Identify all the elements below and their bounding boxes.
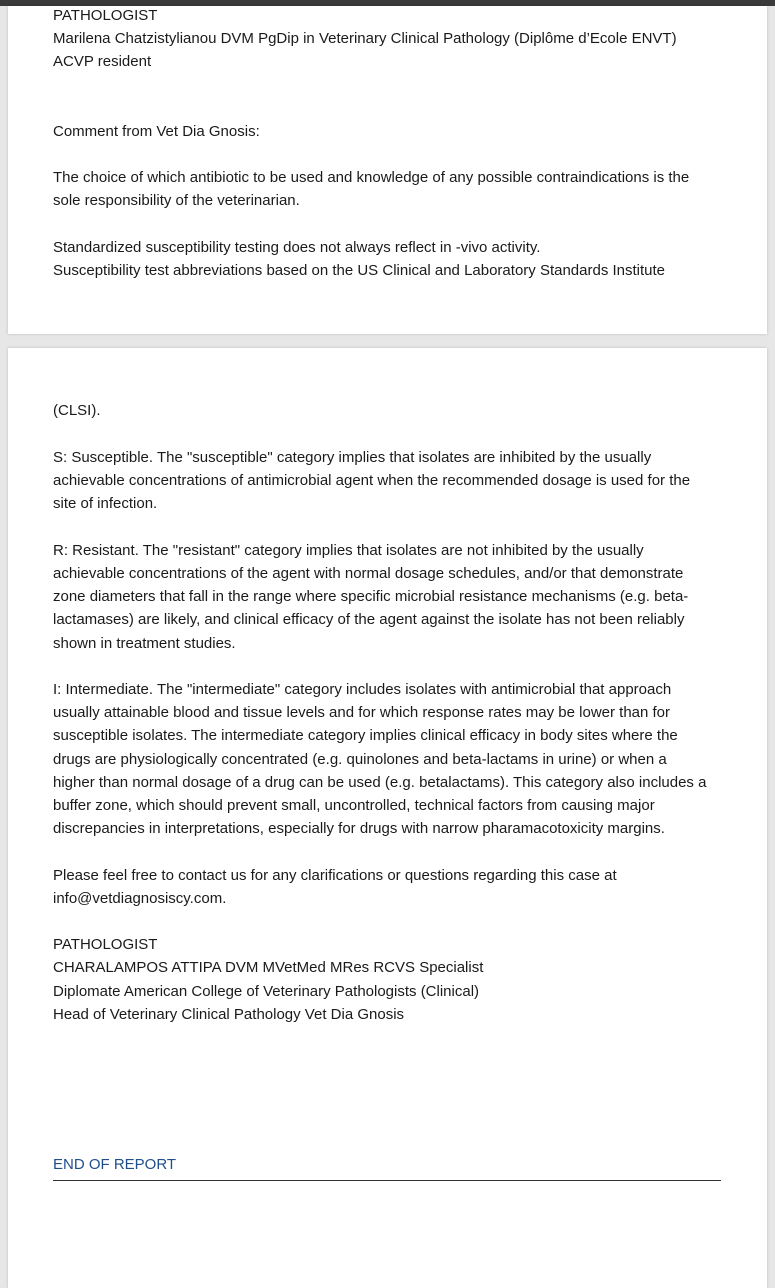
- intermediate-line: discrepancies in interpretations, especially for drugs with narrow pharamacotoxicity margins.: [53, 820, 665, 837]
- report-page-2: [8, 348, 767, 1288]
- pathologist-heading: PATHOLOGIST: [53, 936, 158, 953]
- intermediate-line: susceptible isolates. The intermediate category implies clinical efficacy in body sites where the: [53, 727, 678, 744]
- abbreviations-note: Susceptibility test abbreviations based on the US Clinical and Laboratory Standards Institute: [53, 262, 666, 279]
- end-of-report: END OF REPORT: [53, 1156, 177, 1173]
- susceptible-line: achievable concentrations of antimicrobial agent when the recommended dosage is used for the: [53, 472, 691, 489]
- standardized-testing-note: Standardized susceptibility testing does not always reflect in -vivo activity.: [53, 239, 541, 256]
- report-page-1: [8, 6, 767, 334]
- resistant-line: lactamases) are likely, and clinical efficacy of the agent against the isolate has not been reliably: [53, 611, 685, 628]
- pathologist-name: CHARALAMPOS ATTIPA DVM MVetMed MRes RCVS Specialist: [53, 959, 484, 976]
- end-of-report-rule: [53, 1180, 721, 1181]
- contact-line: Please feel free to contact us for any clarifications or questions regarding this case at: [53, 867, 617, 884]
- intermediate-line: higher than normal dosage of a drug can be used (e.g. betalactams). This category also includes a: [53, 774, 707, 791]
- antibiotic-responsibility-line-2: sole responsibility of the veterinarian.: [53, 192, 300, 209]
- antibiotic-responsibility-line-1: The choice of which antibiotic to be used and knowledge of any possible contraindications is the: [53, 169, 690, 186]
- intermediate-line: buffer zone, which should prevent small, uncontrolled, technical factors from causing major: [53, 797, 655, 814]
- intermediate-line: I: Intermediate. The "intermediate" category includes isolates with antimicrobial that approach: [53, 681, 672, 698]
- intermediate-line: usually attainable blood and tissue levels and for which response rates may be lower than for: [53, 704, 671, 721]
- resistant-line: achievable concentrations of the agent with normal dosage schedules, and/or that demonstrate: [53, 565, 684, 582]
- resistant-line: shown in treatment studies.: [53, 635, 236, 652]
- pathologist-name: Marilena Chatzistylianou DVM PgDip in Veterinary Clinical Pathology (Diplôme d’Ecole ENVT): [53, 30, 677, 47]
- pathologist-title: ACVP resident: [53, 53, 152, 70]
- contact-email[interactable]: info@vetdiagnosiscy.com.: [53, 890, 227, 907]
- clsi-continuation: (CLSI).: [53, 402, 101, 419]
- resistant-line: R: Resistant. The "resistant" category implies that isolates are not inhibited by the usually: [53, 542, 644, 559]
- intermediate-line: drugs are physiologically concentrated (e.g. quinolones and beta-lactams in urine) or when a: [53, 751, 667, 768]
- susceptible-line: S: Susceptible. The "susceptible" category implies that isolates are inhibited by the usually: [53, 449, 652, 466]
- comment-heading: Comment from Vet Dia Gnosis:: [53, 123, 260, 140]
- susceptible-line: site of infection.: [53, 495, 158, 512]
- pathologist-role: Head of Veterinary Clinical Pathology Vet Dia Gnosis: [53, 1006, 405, 1023]
- pathologist-diplomate: Diplomate American College of Veterinary Pathologists (Clinical): [53, 983, 480, 1000]
- pathologist-heading: PATHOLOGIST: [53, 7, 158, 24]
- resistant-line: zone diameters that fall in the range where specific microbial resistance mechanisms (e.g. beta-: [53, 588, 689, 605]
